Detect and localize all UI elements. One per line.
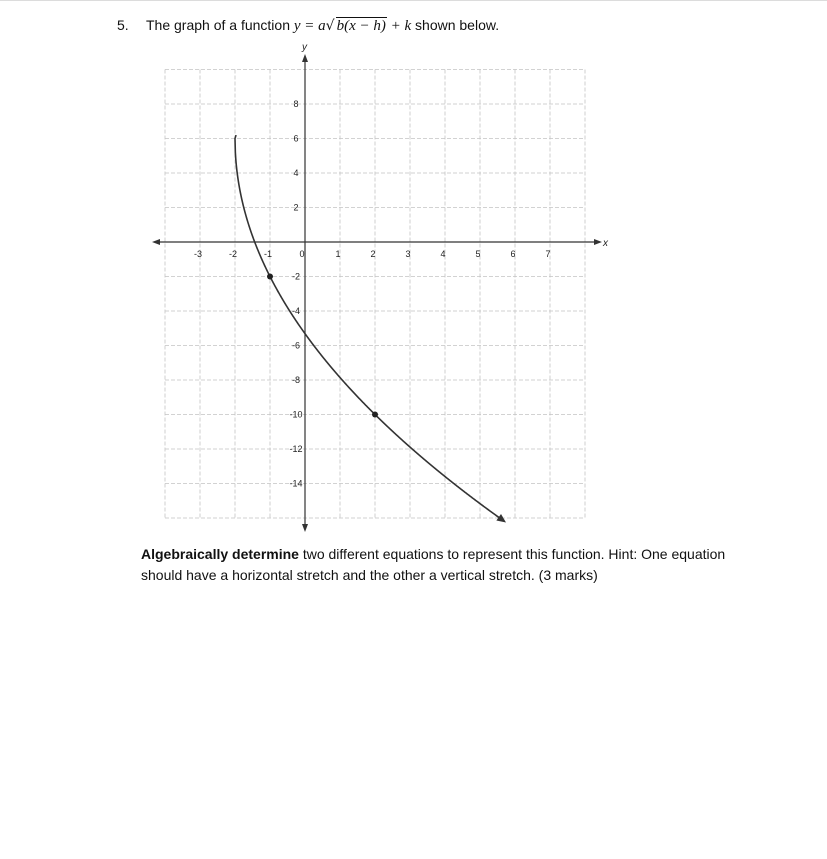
equation-lhs: y = a [293,18,326,34]
x-tick-label: 7 [545,249,551,259]
x-axis-right-arrow [594,239,602,245]
x-tick-label: 2 [370,249,376,259]
x-tick-label: 0 [299,249,305,259]
x-tick-label: 4 [440,249,446,259]
marked-point [267,274,273,280]
question-intro: The graph of a function [146,17,294,33]
x-axis-left-arrow [152,239,160,245]
equation-tail: + k [386,18,412,34]
y-tick-label: 6 [293,133,299,144]
x-tick-label: 3 [405,249,411,259]
y-tick-label: 8 [293,99,299,109]
y-tick-label: -4 [291,306,301,316]
y-tick-label: -2 [291,271,301,282]
y-tick-labels [289,99,305,489]
y-tick-label: -6 [291,340,301,351]
function-equation: y = a√ b(x − h) + k [293,18,412,34]
x-axis-label: x [603,238,608,249]
marked-point [372,412,378,418]
x-tick-label: -1 [263,249,273,259]
y-axis-label: y [302,42,307,53]
y-tick-label: 2 [293,202,299,213]
y-tick-label: 4 [293,168,299,178]
question-outro: shown below. [411,17,500,33]
x-tick-label: 5 [475,249,481,259]
question-number: 5. [117,17,129,33]
function-curve [235,135,502,519]
x-tick-labels [194,249,551,259]
x-tick-label: 1 [335,249,341,259]
instruction-text [141,544,741,586]
y-tick-label: -10 [289,409,303,420]
y-tick-label: -8 [291,375,301,385]
grid [165,70,585,519]
instruction-bold: Algebraically determine [141,546,299,562]
x-tick-label: 6 [510,249,516,259]
y-axis-top-arrow [302,54,308,62]
x-tick-label: -2 [228,249,238,259]
x-tick-label: -3 [193,249,203,259]
axes [152,42,609,532]
y-tick-label: -12 [289,444,303,454]
instruction-body: two different equations to represent this function. Hint: One equation should have a horizontal stretch and the other a vertical stretch. (3 marks) [141,546,726,583]
y-axis-bottom-arrow [302,524,308,532]
y-tick-label: -14 [289,478,303,489]
equation-radicand: b(x − h) [336,18,386,34]
